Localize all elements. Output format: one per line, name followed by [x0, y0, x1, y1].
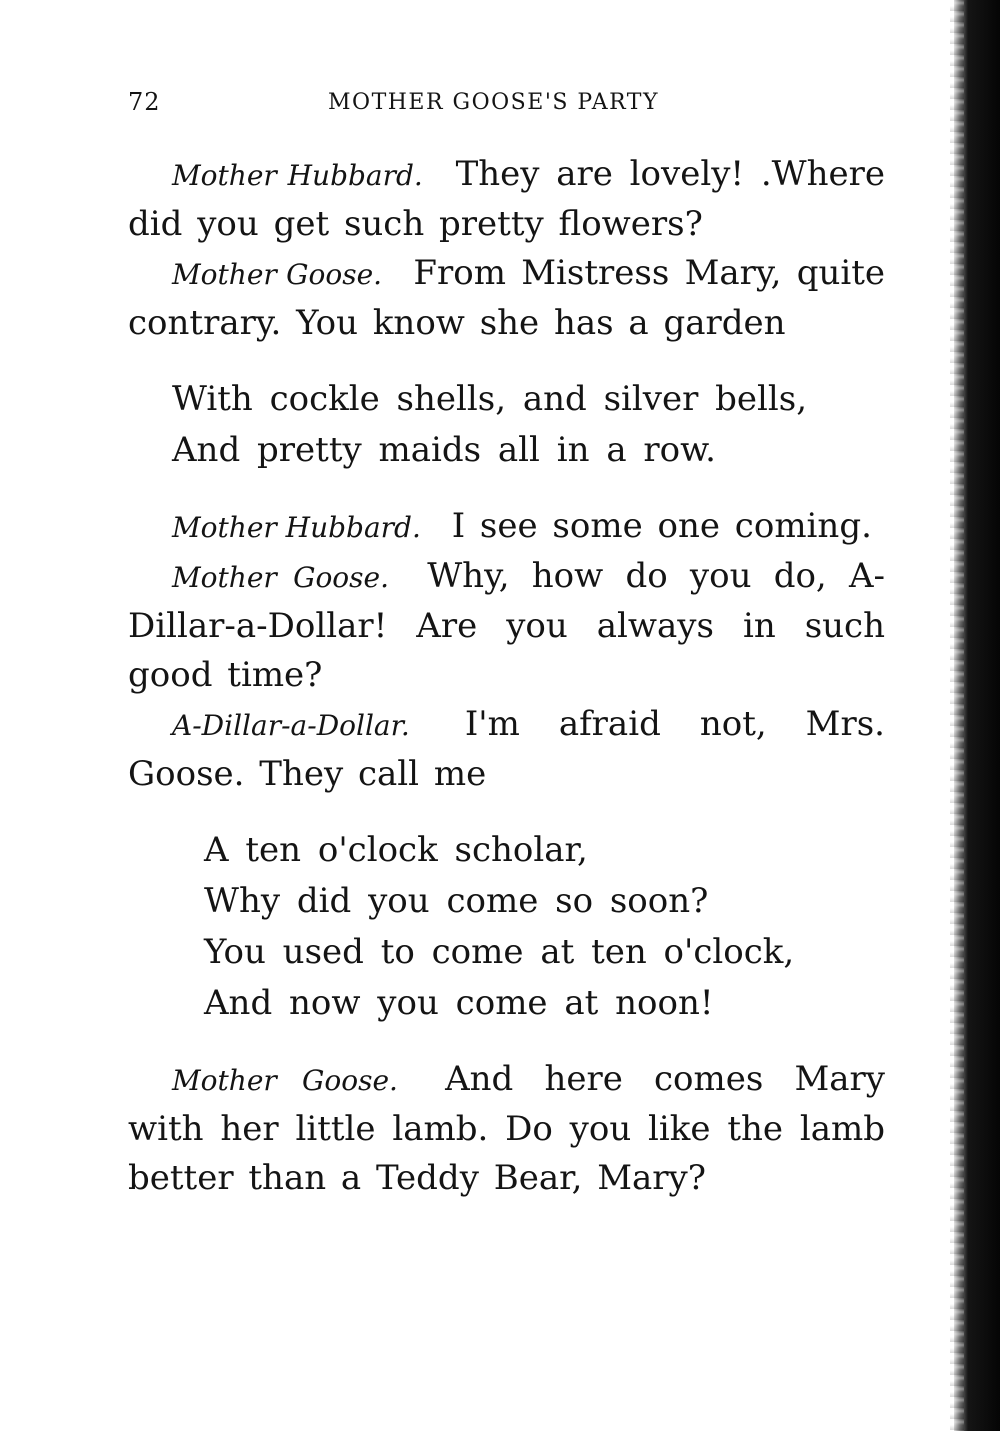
speech-text: I'm afraid not, Mrs. Goose. They call me [128, 704, 885, 794]
speech-text: And here comes Mary with her little lamb. Do you like the lamb better than a Teddy Bear, Mary? [128, 1059, 886, 1198]
verse-line: With cockle shells, and silver bells, [172, 379, 808, 419]
speech-paragraph [128, 552, 885, 700]
scanned-binding-edge [954, 0, 1000, 1431]
speech-paragraph [128, 150, 885, 249]
speech-text: I see some one coming. [451, 506, 872, 546]
running-title: MOTHER GOOSE'S PARTY [328, 90, 659, 115]
page-header [128, 88, 888, 128]
speech-paragraph [128, 700, 885, 799]
speech-paragraph [128, 249, 885, 348]
speaker-name: Mother Hubbard. [172, 511, 421, 544]
speech-text: They are lovely! .Where did you get such pretty flowers? [128, 154, 885, 244]
speaker-name: A-Dillar-a-Dollar. [172, 709, 410, 742]
speech-text: Why, how do you do, A-Dillar-a-Dollar! Are you always in such good time? [128, 556, 885, 695]
binding-texture [950, 0, 964, 1431]
verse-block [204, 825, 885, 1029]
verse-line: A ten o'clock scholar, [204, 830, 588, 870]
speech-paragraph [128, 1055, 885, 1203]
speech-text: From Mistress Mary, quite contrary. You know she has a garden [128, 253, 886, 343]
verse-line: And pretty maids all in a row. [172, 430, 716, 470]
speaker-name: Mother Goose. [172, 258, 383, 291]
speaker-name: Mother Goose. [172, 561, 389, 594]
verse-line: And now you come at noon! [204, 983, 714, 1023]
speaker-name: Mother Hubbard. [172, 159, 423, 192]
speech-paragraph [128, 502, 885, 552]
page-body [128, 150, 885, 1203]
speaker-name: Mother Goose. [172, 1064, 398, 1097]
verse-block [172, 374, 885, 476]
verse-line: You used to come at ten o'clock, [204, 932, 795, 972]
verse-line: Why did you come so soon? [204, 881, 709, 921]
page-number: 72 [128, 88, 161, 116]
